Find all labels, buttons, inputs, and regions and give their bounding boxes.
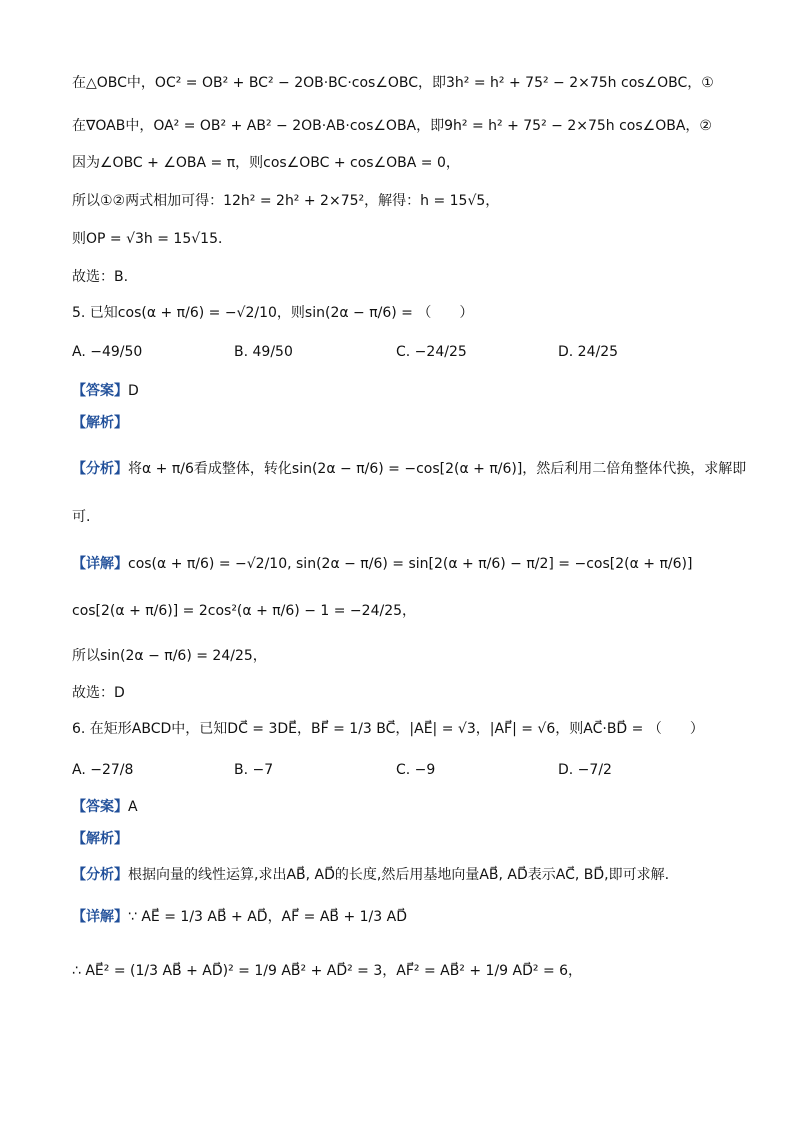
q6-option-a: A. −27/8: [72, 762, 134, 778]
analysis-text: 将α + π/6看成整体，转化sin(2α − π/6) = −cos[2(α + π/6)]，然后利用二倍角整体代换，求解即: [128, 461, 747, 477]
q6-detail: [72, 906, 407, 926]
q6-option-c: C. −9: [396, 762, 436, 778]
q5-option-a: A. −49/50: [72, 344, 143, 360]
detail-text: cos(α + π/6) = −√2/10, sin(2α − π/6) = sin[2(α + π/6) − π/2] = −cos[2(α + π/6)]: [128, 556, 693, 572]
question-5: 5. 已知cos(α + π/6) = −√2/10，则sin(2α − π/6) = （ ）: [72, 305, 474, 321]
detail-text: ∵ AE⃗ = 1/3 AB⃗ + AD⃗，AF⃗ = AB⃗ + 1/3 AD⃗: [128, 909, 407, 925]
analysis-tag: 【分析】: [72, 461, 128, 477]
text-line: 故选：D: [72, 685, 125, 701]
q5-option-d: D. 24/25: [558, 344, 619, 360]
text-line: ∴ AE⃗² = (1/3 AB⃗ + AD⃗)² = 1/9 AB⃗² + AD⃗² = 3，AF⃗² = AB⃗² + 1/9 AD⃗² = 6，: [72, 963, 583, 979]
q5-option-c: C. −24/25: [396, 344, 467, 360]
answer-value: D: [128, 383, 139, 399]
q5-detail: [72, 553, 692, 573]
text-line: 则OP = √3h = 15√15．: [72, 231, 232, 247]
q5-analysis: [72, 458, 746, 478]
text-line: 在△OBC中，OC² = OB² + BC² − 2OB·BC·cos∠OBC，即3h² = h² + 75² − 2×75h cos∠OBC，①: [72, 75, 714, 91]
q5-option-b: B. 49/50: [234, 344, 293, 360]
q6-answer-row: [72, 796, 138, 816]
answer-value: A: [128, 799, 138, 815]
q6-analysis: [72, 864, 669, 884]
q6-option-b: B. −7: [234, 762, 274, 778]
q5-answer-row: [72, 380, 139, 400]
text-line: 所以sin(2α − π/6) = 24/25，: [72, 648, 267, 664]
jiexi-tag: 【解析】: [72, 831, 128, 847]
text-line: 故选：B.: [72, 269, 129, 285]
text-line: 所以①②两式相加可得：12h² = 2h² + 2×75²，解得：h = 15√5，: [72, 193, 500, 209]
text-line: cos[2(α + π/6)] = 2cos²(α + π/6) − 1 = −24/25，: [72, 603, 417, 619]
answer-tag: 【答案】: [72, 799, 128, 815]
answer-tag: 【答案】: [72, 383, 128, 399]
jiexi-tag: 【解析】: [72, 415, 128, 431]
detail-tag: 【详解】: [72, 909, 128, 925]
analysis-tag: 【分析】: [72, 867, 128, 883]
question-6: 6. 在矩形ABCD中，已知DC⃗ = 3DE⃗，BF⃗ = 1/3 BC⃗，|AE⃗| = √3，|AF⃗| = √6，则AC⃗·BD⃗ = （ ）: [72, 721, 704, 737]
text-line: 可.: [72, 509, 91, 525]
detail-tag: 【详解】: [72, 556, 128, 572]
analysis-text: 根据向量的线性运算,求出AB⃗, AD⃗的长度,然后用基地向量AB⃗, AD⃗表示AC⃗, BD⃗,即可求解.: [128, 867, 670, 883]
text-line: 在∇OAB中，OA² = OB² + AB² − 2OB·AB·cos∠OBA，即9h² = h² + 75² − 2×75h cos∠OBA，②: [72, 118, 712, 134]
q6-option-d: D. −7/2: [558, 762, 612, 778]
text-line: 因为∠OBC + ∠OBA = π，则cos∠OBC + cos∠OBA = 0，: [72, 155, 460, 171]
